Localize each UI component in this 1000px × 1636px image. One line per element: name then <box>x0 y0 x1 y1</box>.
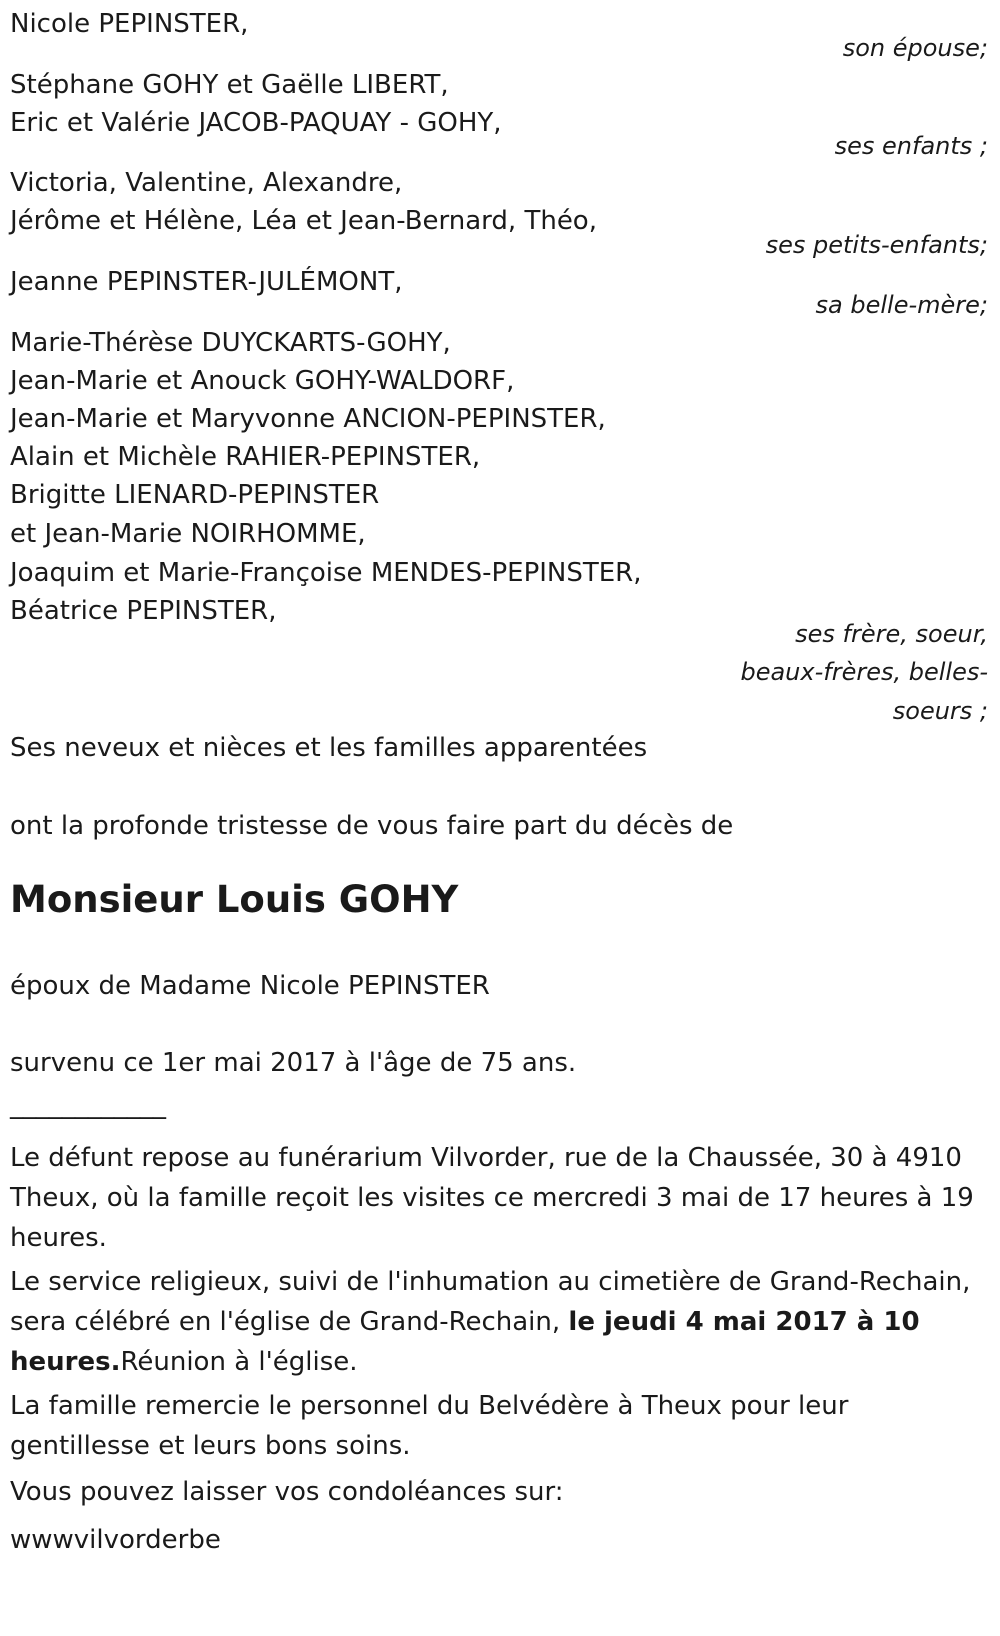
mother-in-law-relation: sa belle-mère; <box>815 291 988 319</box>
mother-in-law-name: Jeanne PEPINSTER-JULÉMONT, <box>10 267 403 297</box>
grandchildren-name: Jérôme et Hélène, Léa et Jean-Bernard, Théo, <box>10 206 597 236</box>
child-name: Stéphane GOHY et Gaëlle LIBERT, <box>10 70 449 100</box>
sibling-name: et Jean-Marie NOIRHOMME, <box>10 519 366 549</box>
sibling-name: Béatrice PEPINSTER, <box>10 596 277 626</box>
sibling-name: Brigitte LIENARD-PEPINSTER <box>10 480 380 510</box>
announcement-line: ont la profonde tristesse de vous faire part du décès de <box>10 811 734 841</box>
siblings-relation: beaux-frères, belles- <box>740 658 988 686</box>
website-link[interactable]: wwwvilvorderbe <box>10 1525 221 1555</box>
sibling-name: Alain et Michèle RAHIER-PEPINSTER, <box>10 442 481 472</box>
condolences-line: Vous pouvez laisser vos condoléances sur: <box>10 1477 564 1507</box>
repose-paragraph: Le défunt repose au funérarium Vilvorder, rue de la Chaussée, 30 à 4910 Theux, où la famille reçoit les visites ce mercredi 3 mai de 17 heures à 19 heures. <box>10 1143 974 1253</box>
service-date: le jeudi 4 mai 2017 à 10 heures. <box>10 1307 920 1377</box>
sibling-name: Marie-Thérèse DUYCKARTS-GOHY, <box>10 328 451 358</box>
separator: ____________ <box>10 1090 166 1120</box>
nephews-line: Ses neveux et nièces et les familles apparentées <box>10 733 648 763</box>
thanks-paragraph: La famille remercie le personnel du Belvédère à Theux pour leur gentillesse et leurs bons soins. <box>10 1391 849 1461</box>
death-line: survenu ce 1er mai 2017 à l'âge de 75 ans. <box>10 1048 577 1078</box>
sibling-name: Jean-Marie et Maryvonne ANCION-PEPINSTER, <box>10 404 606 434</box>
spouse-of-line: époux de Madame Nicole PEPINSTER <box>10 971 490 1001</box>
sibling-name: Joaquim et Marie-Françoise MENDES-PEPINSTER, <box>10 558 642 588</box>
deceased-name: Monsieur Louis GOHY <box>10 878 459 921</box>
service-paragraph <box>10 1262 985 1382</box>
siblings-relation: ses frère, soeur, <box>795 620 988 648</box>
children-relation: ses enfants ; <box>834 132 988 160</box>
child-name: Eric et Valérie JACOB-PAQUAY - GOHY, <box>10 108 502 138</box>
grandchildren-name: Victoria, Valentine, Alexandre, <box>10 168 403 198</box>
spouse-name: Nicole PEPINSTER, <box>10 9 249 39</box>
sibling-name: Jean-Marie et Anouck GOHY-WALDORF, <box>10 366 515 396</box>
spouse-relation: son épouse; <box>842 34 988 62</box>
service-text: Le service religieux, suivi de l'inhumation au cimetière de Grand-Rechain, sera célébré en l'église de Grand-Rechain, <box>10 1267 971 1337</box>
siblings-relation: soeurs ; <box>892 697 988 725</box>
grandchildren-relation: ses petits-enfants; <box>765 231 988 259</box>
service-meeting: Réunion à l'église. <box>120 1347 358 1377</box>
